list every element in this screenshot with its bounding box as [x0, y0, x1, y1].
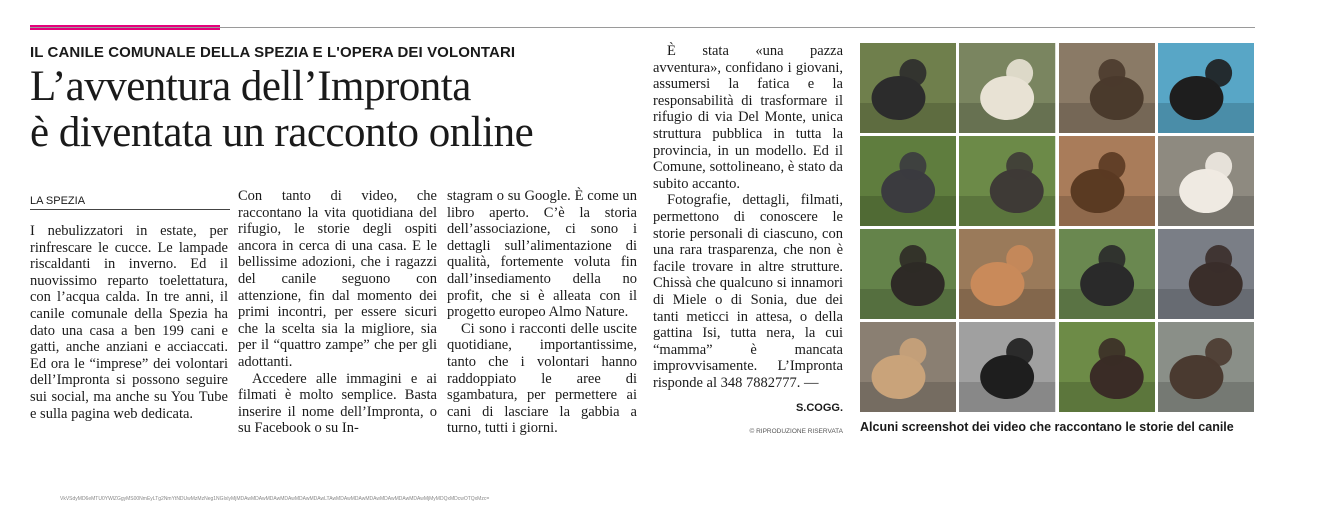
- article-column-2: [238, 188, 437, 437]
- photo-volunteer-kneeling-dog: [959, 136, 1055, 226]
- article-column-3: [447, 188, 637, 437]
- photo-volunteer-petting-dog: [1059, 43, 1155, 133]
- author-signature: S.COGG.: [795, 402, 843, 414]
- footer-code: VkVSdyMD6eMTU0YWlZGgyMS00NmEyLTg2NmYtNDUwMzMzNeg1NGIxlyMjMDAwMDAwMDAwMDAwMDAwMDAwLTAwMDAwMDAwMDAwMDAwMDAwMDAwMjMyMDQxMDcwOTQxMzc=: [60, 496, 490, 502]
- photo-two-volunteers-shelter: [1158, 229, 1254, 319]
- photo-volunteer-hug-dog: [1158, 322, 1254, 412]
- photo-two-white-dogs: [959, 43, 1055, 133]
- column-2-paragraph-1: Con tanto di video, che raccontano la vita quotidiana del rifugio, le storie degli ospiti ancora in cerca di una casa. E le bellissime adozioni, che i ragazzi del canile seguono con attenzione, fin dal momento dei primi incontri, per essere sicuri che la scelta sia la migliore, sia per il “quattro zampe” che per gli adottanti.: [238, 188, 437, 370]
- photo-volunteer-with-dog-bench: [860, 43, 956, 133]
- photo-white-cat: [1158, 136, 1254, 226]
- photo-collage: [860, 43, 1254, 412]
- article-kicker: IL CANILE COMUNALE DELLA SPEZIA E L'OPERA DEI VOLONTARI: [30, 44, 516, 61]
- top-rule: [30, 27, 1255, 28]
- column-2-paragraph-2: Accedere alle immagini e ai filmati è molto semplice. Basta inserire il nome dell’Impronta, o su Facebook o su In-: [238, 370, 437, 437]
- photo-volunteer-holding-cat: [1158, 43, 1254, 133]
- photo-volunteer-grass-dog: [1059, 322, 1155, 412]
- article-column-4: [653, 43, 843, 391]
- headline-line-2: è diventata un racconto online: [30, 109, 534, 156]
- photo-volunteer-crouching: [860, 322, 956, 412]
- photo-volunteer-smiling: [959, 229, 1055, 319]
- photo-brown-dog-blanket: [1059, 136, 1155, 226]
- article-column-1: [30, 223, 228, 422]
- photo-staffordshire-dog: [860, 136, 956, 226]
- column-4-paragraph-1: È stata «una pazza avventura», confidano i giovani, assumersi la fatica e la responsabilità di trasformare il rifugio di via Del Monte, unica struttura pubblica in tutta la provincia, in un modello. Ed il Comune, sottolineano, è stato da subito accanto.: [653, 43, 843, 192]
- photo-black-dog-portrait: [1059, 229, 1155, 319]
- dateline: LA SPEZIA: [30, 195, 230, 210]
- article-headline: [30, 64, 533, 156]
- column-1-paragraph: I nebulizzatori in estate, per rinfrescare le cucce. Le lampade riscaldanti in inverno. Ed il nuovissimo reparto toelettatura, con l’acqua calda. In tre anni, il canile comunale della Spezia ha dato una casa a ben 199 cani e gatti, anche anziani e acciaccati. Ed ora le “imprese” dei volontari dell’Impronta si possono seguire sui social, ma anche su You Tube e sulla pagina web dedicata.: [30, 223, 228, 422]
- column-3-paragraph-2: Ci sono i racconti delle uscite quotidiane, importantissime, tanto che i volontari hanno raddoppiato le aree di sgambatura, per permettere ai cani di lasciare la gabbia a turno, tutti i giorni.: [447, 320, 637, 437]
- photo-caption: Alcuni screenshot dei video che raccontano le storie del canile: [860, 420, 1234, 434]
- column-3-paragraph-1: stagram o su Google. È come un libro aperto. C’è la storia dell’associazione, ci sono i dettagli sull’alimentazione di qualità, fortemente voluta fin dall’insediamento della no profit, che si è alleata con il progetto europeo Almo Nature.: [447, 188, 637, 321]
- headline-line-1: L’avventura dell’Impronta: [30, 63, 471, 110]
- photo-dog-tongue-out: [860, 229, 956, 319]
- copyright-notice: © RIPRODUZIONE RISERVATA: [749, 428, 843, 435]
- photo-black-white-cat: [959, 322, 1055, 412]
- column-4-paragraph-2: Fotografie, dettagli, filmati, permettono di conoscere le storie personali di ciascuno, con una rara trasparenza, che non è facile trovare in altre strutture. Chissà che qualcuno si innamori di Miele o di Sonia, due dei tanti meticci in attesa, o della gattina Isi, tutta nera, la cui “mamma” è mancata improvvisamente. L’Impronta risponde al 348 7882777. —: [653, 192, 843, 391]
